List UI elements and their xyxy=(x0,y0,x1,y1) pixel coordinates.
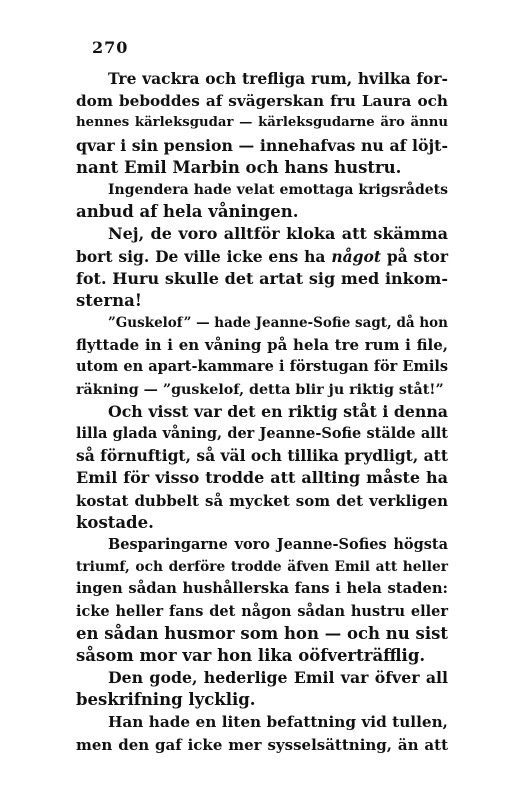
text-line: Och visst var det en riktig ståt i denna xyxy=(108,401,448,421)
page-number: 270 xyxy=(92,38,129,57)
text-line: Besparingarne voro Jeanne-Sofies högsta xyxy=(108,535,448,553)
text-line: en sådan husmor som hon — och nu sist xyxy=(76,623,448,643)
text-line: räkning — ”guskelof, detta blir ju riktig ståt!” xyxy=(76,381,444,398)
text-line: triumf, och derföre trodde äfven Emil att heller xyxy=(76,559,448,576)
text-line: utom en apart-kammare i förstugan för Emils xyxy=(76,358,448,376)
text-line: bort sig. De ville icke ens ha något på stor xyxy=(76,246,448,266)
text-line: såsom mor var hon lika oöfverträfflig. xyxy=(76,645,426,665)
text-line: Emil för visso trodde att allting måste ha xyxy=(76,468,448,488)
text-line: Ingendera hade velat emottaga krigsrådets xyxy=(108,181,448,198)
text-line: hennes kärleksgudar — kärleksgudarne äro ännu xyxy=(76,115,448,131)
body-text xyxy=(76,68,448,756)
text-line: Den gode, hederlige Emil var öfver all xyxy=(108,668,448,688)
text-line: dom beboddes af svägerskan fru Laura och xyxy=(76,92,448,111)
text-line: kostat dubbelt så mycket som det verkligen xyxy=(76,491,448,510)
text-line: fot. Huru skulle det artat sig med inkom- xyxy=(76,268,448,288)
text-line: Nej, de voro alltför kloka att skämma xyxy=(108,224,448,244)
text-line: qvar i sin pension — innehafvas nu af löjt- xyxy=(76,135,448,155)
text-line: nant Emil Marbin och hans hustru. xyxy=(76,157,402,177)
text-line: men den gaf icke mer sysselsättning, än att xyxy=(76,735,448,754)
emphasized-word: något xyxy=(331,246,381,266)
text-line: Tre vackra och trefliga rum, hvilka for- xyxy=(108,69,448,88)
text-line: beskrifning lycklig. xyxy=(76,690,256,710)
text-line: icke heller fans det någon sådan hustru eller xyxy=(76,602,448,620)
text-line: sterna! xyxy=(76,290,143,310)
text-line: anbud af hela våningen. xyxy=(76,202,299,222)
text-line: lilla glada våning, der Jeanne-Sofie stälde allt xyxy=(76,425,448,442)
text-line: ”Guskelof” — hade Jeanne-Sofie sagt, då hon xyxy=(108,315,448,332)
text-line: så förnuftigt, så väl och tillika prydligt, att xyxy=(76,446,448,466)
text-line: kostade. xyxy=(76,512,154,532)
text-line: ingen sådan hushållerska fans i hela staden: xyxy=(76,580,448,598)
text-line: flyttade in i en våning på hela tre rum i file, xyxy=(76,336,448,355)
text-line: Han hade en liten befattning vid tullen, xyxy=(108,713,448,732)
